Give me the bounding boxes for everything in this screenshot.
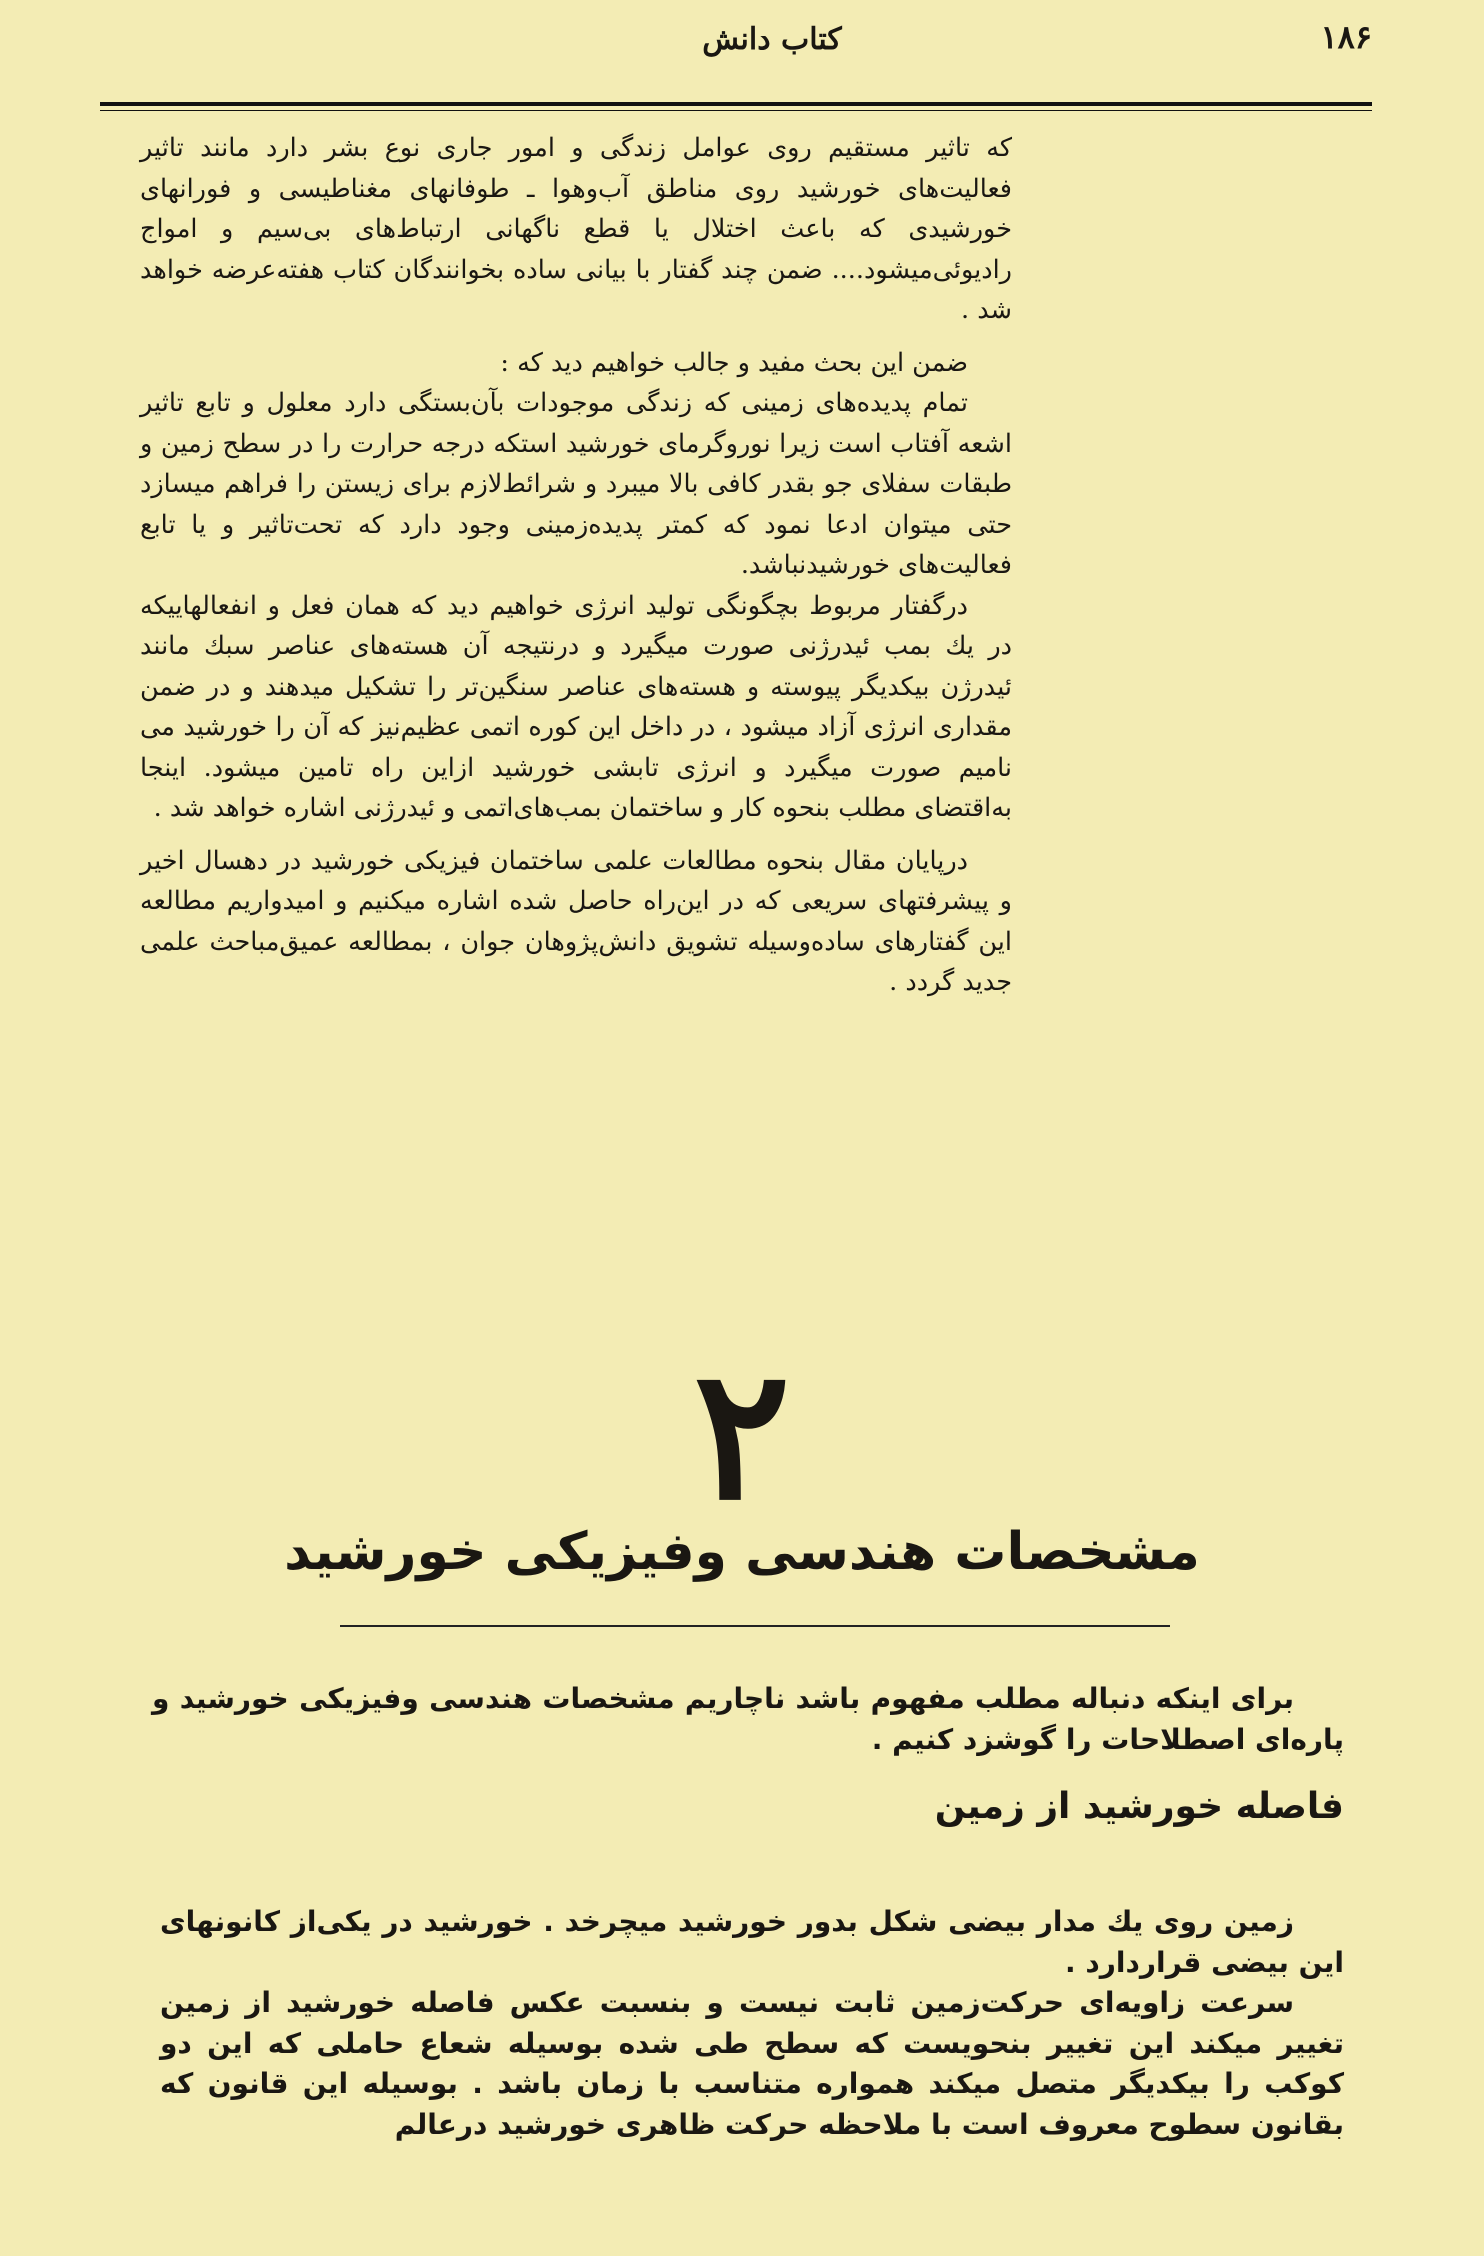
header-rule-thin (100, 110, 1372, 111)
paragraph: درپایان مقال بنحوه مطالعات علمی ساختمان فیزیکی خورشید در دهسال اخیر و پیشرفتهای سریعی که در این‌راه حاصل شده اشاره میکنیم و امیدواریم مطالعه این گفتارهای ساده‌وسیله تشویق دانش‌پژوهان جوان ، بمطالعه عمیق‌مباحث علمی جدید گردد . (140, 845, 1012, 997)
subheading: فاصله خورشید از زمین (934, 1786, 1344, 1827)
header-rule-thick (100, 102, 1372, 106)
section-body (160, 1902, 1344, 2145)
paragraph: تمام پدیده‌های زمینی که زندگی موجودات بآن‌بستگی دارد معلول و تابع تاثیر اشعه آفتاب است زیرا نوروگرمای خورشید استکه درجه حرارت را در سطح زمین و طبقات سفلای جو بقدر کافی بالا میبرد و شرائط‌لازم برای زیستن را فراهم میسازد حتی میتوان ادعا نمود که کمتر پدیده‌زمینی وجود دارد که تحت‌تاثیر و یا تابع فعالیت‌های خورشیدنباشد. (140, 388, 1012, 580)
paragraph: ضمن این بحث مفید و جالب خواهیم دید که : (500, 347, 968, 378)
section-title: مشخصات هندسی وفیزیکی خورشید (284, 1522, 1200, 1582)
paragraph: که تاثیر مستقیم روی عوامل زندگی و امور جاری نوع بشر دارد مانند تاثیر فعالیت‌های خورشید روی مناطق آب‌وهوا ـ طوفانهای مغناطیسی و فورانهای خورشیدی که باعث اختلال یا قطع ناگهانی ارتباط‌های بی‌سیم و امواج رادیوئی‌میشود.... ضمن چند گفتار با بیانی ساده بخوانندگان کتاب هفته‌عرضه خواهد شد . (140, 133, 1013, 325)
lead-text: برای اینکه دنباله مطلب مفهوم باشد ناچاریم مشخصات هندسی وفیزیکی خورشید و پاره‌ای اصطلاحات را گوشزد کنیم . (152, 1682, 1344, 1756)
paragraph: زمین روی یك مدار بیضی شکل بدور خورشید میچرخد . خورشید در یکی‌از کانونهای این بیضی قراردارد . (160, 1905, 1344, 1979)
text-column (140, 128, 1012, 1003)
section-number: ۲ (693, 1329, 791, 1540)
paragraph: سرعت زاویه‌ای حرکت‌زمین ثابت نیست و بنسبت عکس فاصله خورشید از زمین تغییر میکند این تغییر بنحویست که سطح طی شده بوسیله شعاع حاملی که این دو کوکب را بیکدیگر متصل میکند همواره متناسب با زمان باشد . بوسیله این قانون که بقانون سطوح معروف است با ملاحظه حرکت ظاهری خورشید درعالم (160, 1986, 1344, 2141)
page-number: ۱۸۶ (1320, 18, 1372, 56)
section-title-rule (340, 1625, 1170, 1627)
lead-paragraph (152, 1678, 1344, 1760)
running-title: کتاب دانش (702, 22, 842, 57)
paragraph: درگفتار مربوط بچگونگی تولید انرژی خواهیم دید که همان فعل و انفعالهاییکه در یك بمب ئیدرژنی صورت میگیرد و درنتیجه آن هسته‌های عناصر سبك مانند ئیدرژن بیکدیگر پیوسته و هسته‌های عناصر سنگین‌تر را تشکیل میدهند و در ضمن مقداری انرژی آزاد میشود ، در داخل این کوره اتمی عظیم‌نیز که آن را خورشید می نامیم صورت میگیرد و انرژی تابشی خورشید ازاین راه تامین میشود. اینجا به‌اقتضای مطلب بنحوه کار و ساختمان بمب‌های‌اتمی و ئیدرژنی اشاره خواهد شد . (140, 590, 1012, 823)
